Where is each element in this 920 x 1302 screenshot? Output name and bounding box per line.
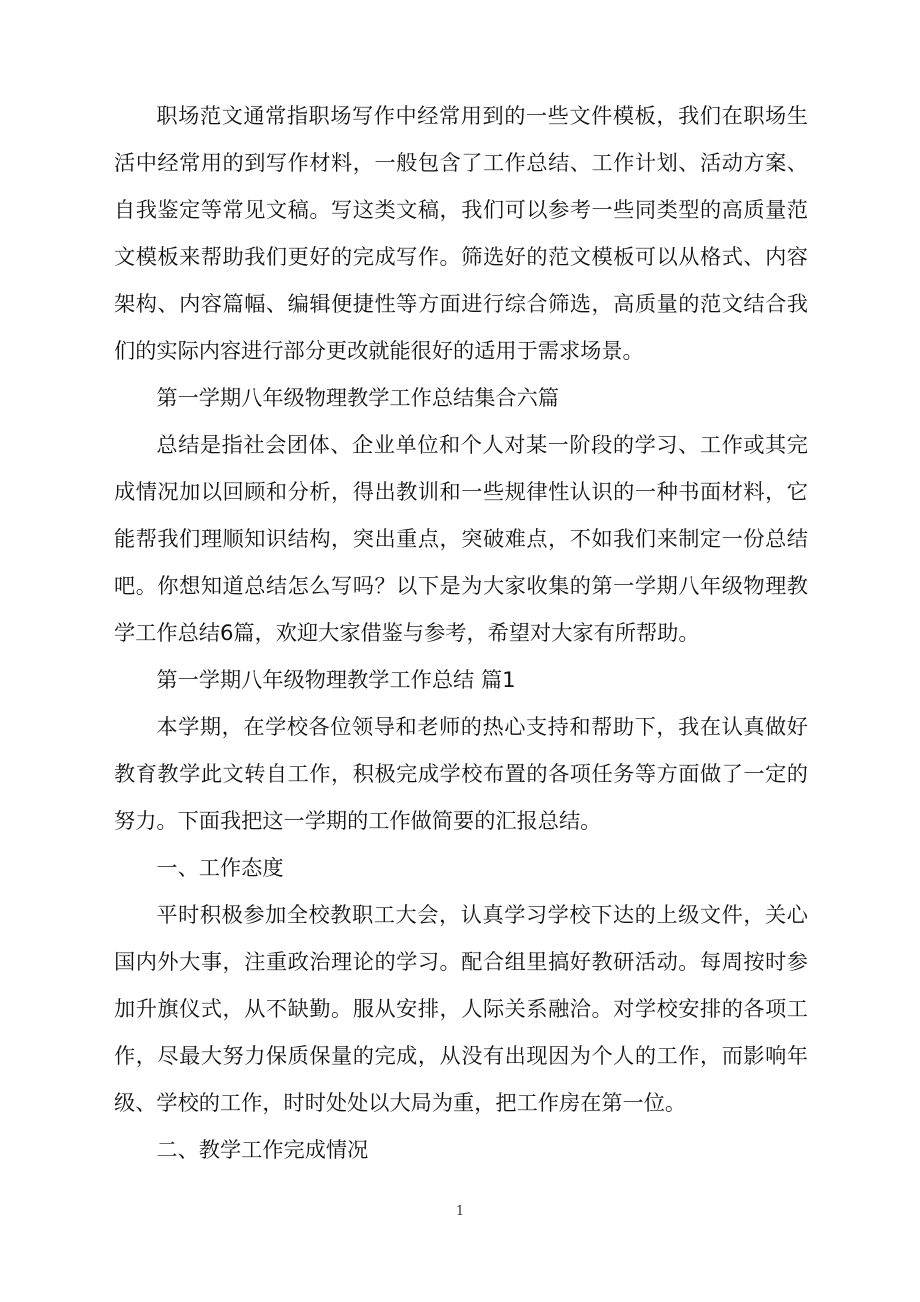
semester-paragraph: 本学期，在学校各位领导和老师的热心支持和帮助下，我在认真做好教育教学此文转自工作，积极完成学校布置的各项任务等方面做了一定的努力。下面我把这一学期的工作做简要的汇报总结。 <box>114 714 808 833</box>
heading-work-attitude: 一、工作态度 <box>156 855 284 880</box>
document-title: 第一学期八年级物理教学工作总结集合六篇 <box>156 385 559 410</box>
intro-paragraph: 职场范文通常指职场写作中经常用到的一些文件模板，我们在职场生活中经常用的到写作材料，一般包含了工作总结、工作计划、活动方案、自我鉴定等常见文稿。写这类文稿，我们可以参考一些同类型的高质量范文模板来帮助我们更好的完成写作。筛选好的范文模板可以从格式、内容架构、内容篇幅、编辑便捷性等方面进行综合筛选，高质量的范文结合我们的实际内容进行部分更改就能很好的适用于需求场景。 <box>114 103 808 363</box>
work-attitude-paragraph: 平时积极参加全校教职工大会，认真学习学校下达的上级文件，关心国内外大事，注重政治理论的学习。配合组里搞好教研活动。每周按时参加升旗仪式，从不缺勤。服从安排，人际关系融洽。对学校安排的各项工作，尽最大努力保质保量的完成，从没有出现因为个人的工作，而影响年级、学校的工作，时时处处以大局为重，把工作房在第一位。 <box>114 902 808 1115</box>
summary-paragraph: 总结是指社会团体、企业单位和个人对某一阶段的学习、工作或其完成情况加以回顾和分析，得出教训和一些规律性认识的一种书面材料，它能帮我们理顺知识结构，突出重点，突破难点，不如我们来制定一份总结吧。你想知道总结怎么写吗？以下是为大家收集的第一学期八年级物理教学工作总结6篇，欢迎大家借鉴与参考，希望对大家有所帮助。 <box>114 432 808 645</box>
document-body <box>114 92 808 1173</box>
page-number: 1 <box>455 1204 465 1219</box>
heading-teaching-work: 二、教学工作完成情况 <box>156 1137 369 1162</box>
section-heading-part1: 第一学期八年级物理教学工作总结 篇1 <box>156 667 516 692</box>
